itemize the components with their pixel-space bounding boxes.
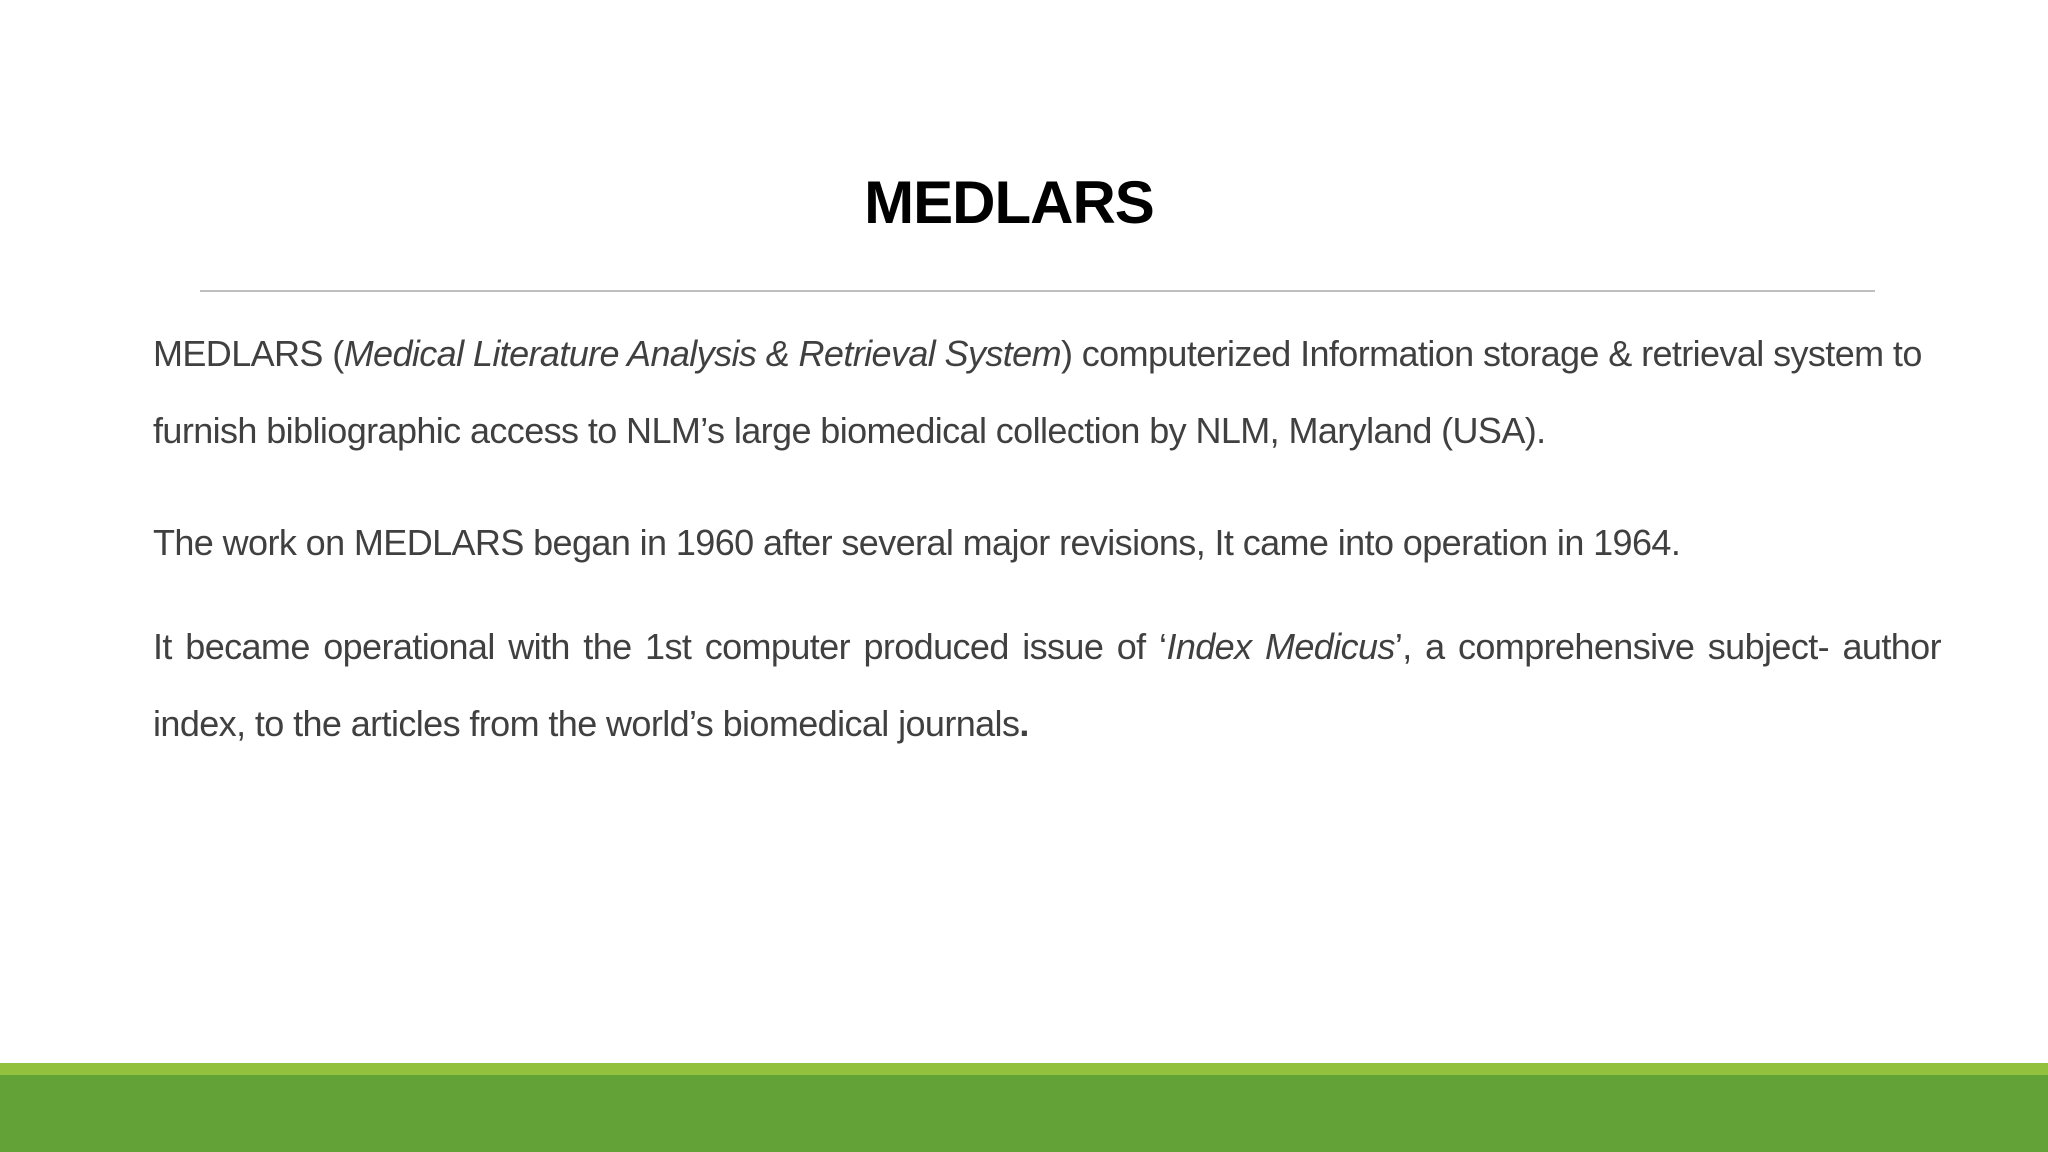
p1-text-after: ) computerized Information storage & retrieval system to furnish bibliographic access to NLM’s large biomedical collection by NLM, Maryland (USA). — [153, 333, 1922, 451]
title-divider — [200, 290, 1875, 292]
p3-text-after: ’, a comprehensive subject- author index, to the articles from the world’s biomedical journals — [153, 626, 1941, 744]
footer-bar-dark — [0, 1075, 2048, 1152]
paragraph-index-medicus — [153, 608, 1941, 762]
slide-title: MEDLARS — [864, 169, 1154, 236]
paragraph-medlars-definition — [153, 315, 1941, 469]
p1-italic-full-name: Medical Literature Analysis & Retrieval System — [343, 333, 1061, 374]
p3-end-mark: . — [1019, 703, 1029, 744]
p3-text-before: It became operational with the 1st computer produced issue of ‘ — [153, 626, 1167, 667]
slide-body — [153, 315, 1941, 762]
p3-italic-index-medicus: Index Medicus — [1166, 626, 1395, 667]
paragraph-medlars-history: The work on MEDLARS began in 1960 after several major revisions, It came into operation in 1964. — [153, 522, 1681, 563]
footer-bar-light — [0, 1063, 2048, 1075]
p1-text-before: MEDLARS ( — [153, 333, 344, 374]
